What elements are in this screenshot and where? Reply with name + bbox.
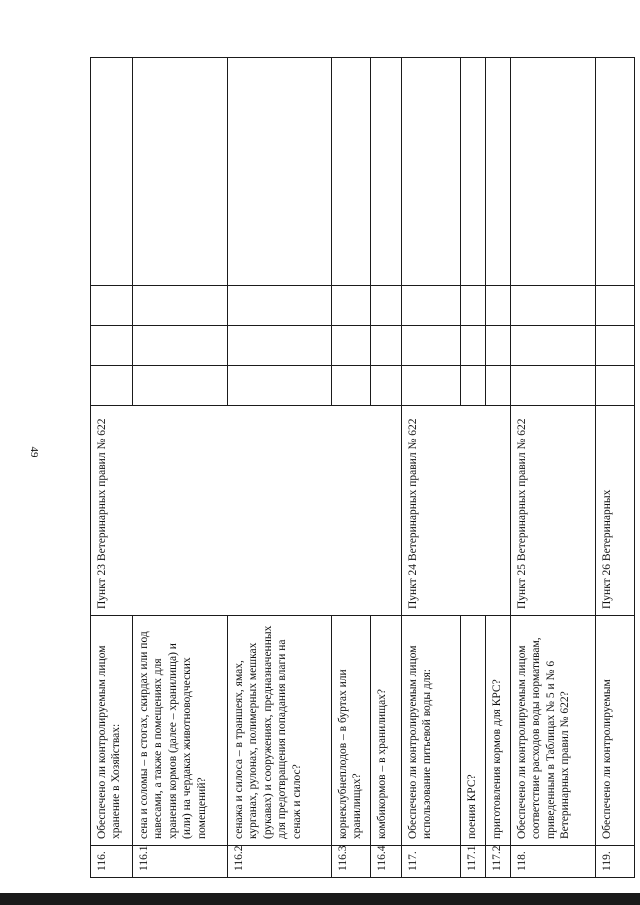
answer-yes-cell — [133, 366, 228, 406]
note-cell — [332, 58, 371, 286]
answer-na-cell — [402, 286, 461, 326]
row-number: 117.1 — [461, 846, 486, 878]
row-number: 116.2 — [228, 846, 332, 878]
answer-na-cell — [228, 286, 332, 326]
table-row — [511, 58, 596, 878]
answer-no-cell — [402, 326, 461, 366]
table-row — [402, 58, 461, 878]
question-cell: корнеклубнеплодов – в буртах или хранилищах? — [332, 616, 371, 846]
answer-no-cell — [228, 326, 332, 366]
question-cell: Обеспечено ли контролируемым лицом хранение в Хозяйствах: — [91, 616, 133, 846]
note-cell — [461, 58, 486, 286]
table-row — [596, 58, 635, 878]
answer-yes-cell — [596, 366, 635, 406]
checklist-table — [90, 57, 635, 878]
question-cell: Обеспечено ли контролируемым лицом использование питьевой воды для: — [402, 616, 461, 846]
answer-na-cell — [332, 286, 371, 326]
note-cell — [228, 58, 332, 286]
answer-yes-cell — [461, 366, 486, 406]
answer-na-cell — [511, 286, 596, 326]
answer-no-cell — [371, 326, 402, 366]
row-number: 118. — [511, 846, 596, 878]
reference-cell: Пункт 26 Ветеринарных — [596, 406, 635, 616]
reference-cell: Пункт 24 Ветеринарных правил № 622 — [402, 406, 511, 616]
answer-na-cell — [461, 286, 486, 326]
note-cell — [596, 58, 635, 286]
answer-yes-cell — [511, 366, 596, 406]
table-row — [91, 58, 133, 878]
answer-yes-cell — [332, 366, 371, 406]
note-cell — [486, 58, 511, 286]
page-number: 49 — [28, 446, 40, 458]
question-cell: Обеспечено ли контролируемым лицом соответствие расходов воды нормативам, приведенным в Таблицах № 5 и № 6 Ветеринарных правил № 622? — [511, 616, 596, 846]
table-viewport — [90, 58, 613, 878]
answer-no-cell — [461, 326, 486, 366]
question-cell: Обеспечено ли контролируемым — [596, 616, 635, 846]
row-number: 117.2 — [486, 846, 511, 878]
question-cell: комбикормов – в хранилищах? — [371, 616, 402, 846]
answer-na-cell — [596, 286, 635, 326]
answer-na-cell — [371, 286, 402, 326]
answer-no-cell — [91, 326, 133, 366]
answer-yes-cell — [228, 366, 332, 406]
row-number: 116.3 — [332, 846, 371, 878]
note-cell — [511, 58, 596, 286]
reference-cell: Пункт 23 Ветеринарных правил № 622 — [91, 406, 402, 616]
note-cell — [133, 58, 228, 286]
scan-bottom-edge — [0, 893, 640, 905]
answer-no-cell — [133, 326, 228, 366]
note-cell — [371, 58, 402, 286]
question-cell: сенажа и силоса – в траншеях, ямах, курганах, рулонах, полимерных мешках (рукавах) и сооружениях, предназначенных для предотвращения попадания влаги на сенаж и силос? — [228, 616, 332, 846]
row-number: 116.4 — [371, 846, 402, 878]
answer-na-cell — [91, 286, 133, 326]
row-number: 116.1 — [133, 846, 228, 878]
answer-yes-cell — [486, 366, 511, 406]
row-number: 116. — [91, 846, 133, 878]
question-cell: приготовления кормов для КРС? — [486, 616, 511, 846]
answer-na-cell — [486, 286, 511, 326]
note-cell — [402, 58, 461, 286]
answer-no-cell — [511, 326, 596, 366]
note-cell — [91, 58, 133, 286]
checklist-table-rotated — [90, 58, 613, 878]
answer-no-cell — [596, 326, 635, 366]
answer-yes-cell — [402, 366, 461, 406]
answer-yes-cell — [371, 366, 402, 406]
answer-no-cell — [332, 326, 371, 366]
reference-cell: Пункт 25 Ветеринарных правил № 622 — [511, 406, 596, 616]
question-cell: сена и соломы – в стогах, скирдах или под навесами, а также в помещениях для хранения кормов (далее – хранилища) и (или) на чердаках животноводческих помещений? — [133, 616, 228, 846]
row-number: 117. — [402, 846, 461, 878]
question-cell: поения КРС? — [461, 616, 486, 846]
row-number: 119. — [596, 846, 635, 878]
answer-no-cell — [486, 326, 511, 366]
answer-yes-cell — [91, 366, 133, 406]
answer-na-cell — [133, 286, 228, 326]
